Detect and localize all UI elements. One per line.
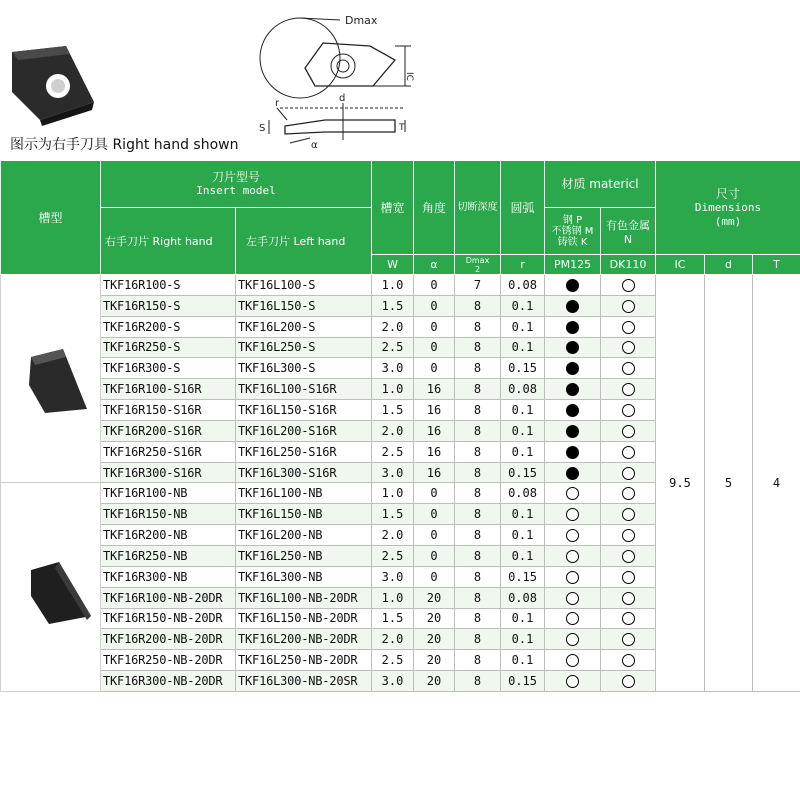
empty-circle-icon [566,633,579,646]
right-hand-model: TKF16R250-NB [101,545,236,566]
empty-circle-icon [566,487,579,500]
angle-value: 0 [414,483,455,504]
sym-ic: IC [656,255,705,275]
pm125-availability [545,587,601,608]
left-hand-model: TKF16L250-S16R [236,441,372,462]
cut-depth-value: 8 [455,608,501,629]
arc-value: 0.15 [501,462,545,483]
cut-depth-value: 8 [455,358,501,379]
groove-width-value: 2.0 [372,629,414,650]
empty-circle-icon [622,633,635,646]
empty-circle-icon [622,612,635,625]
pm125-availability [545,420,601,441]
cut-depth-value: 8 [455,629,501,650]
right-hand-model: TKF16R200-NB-20DR [101,629,236,650]
empty-circle-icon [566,612,579,625]
angle-value: 0 [414,566,455,587]
cut-depth-value: 8 [455,587,501,608]
groove-width-value: 1.5 [372,504,414,525]
arc-value: 0.1 [501,545,545,566]
left-hand-model: TKF16L100-S [236,275,372,296]
cut-depth-value: 8 [455,379,501,400]
dk110-availability [601,587,656,608]
arc-value: 0.1 [501,420,545,441]
right-hand-model: TKF16R100-S [101,275,236,296]
dk110-availability [601,275,656,296]
right-hand-model: TKF16R250-S [101,337,236,358]
angle-value: 0 [414,275,455,296]
angle-value: 20 [414,629,455,650]
empty-circle-icon [622,279,635,292]
groove-width-value: 1.0 [372,379,414,400]
dk110-availability [601,420,656,441]
left-hand-model: TKF16L250-S [236,337,372,358]
groove-width-value: 3.0 [372,566,414,587]
dk110-availability [601,316,656,337]
right-hand-model: TKF16R200-NB [101,525,236,546]
left-hand-model: TKF16L300-NB-20SR [236,671,372,692]
insert-photo-icon [8,40,98,130]
angle-value: 16 [414,462,455,483]
sym-w: W [372,255,414,275]
empty-circle-icon [622,592,635,605]
pm125-availability [545,671,601,692]
filled-circle-icon [566,300,579,313]
groove-width-value: 2.0 [372,525,414,546]
right-hand-model: TKF16R250-S16R [101,441,236,462]
cut-depth-value: 8 [455,504,501,525]
angle-value: 20 [414,671,455,692]
right-hand-model: TKF16R200-S16R [101,420,236,441]
ic-value: 9.5 [656,275,705,692]
d-label: d [339,93,346,104]
groove-width-header: 槽宽 [372,161,414,255]
groove-nb-image [1,483,101,691]
pm125-availability [545,525,601,546]
right-hand-model: TKF16R300-NB-20DR [101,671,236,692]
right-hand-model: TKF16R300-S [101,358,236,379]
empty-circle-icon [566,529,579,542]
arc-value: 0.1 [501,650,545,671]
s-label: S [259,123,266,134]
left-hand-model: TKF16L200-NB-20DR [236,629,372,650]
angle-value: 0 [414,525,455,546]
arc-value: 0.15 [501,671,545,692]
angle-value: 16 [414,420,455,441]
left-hand-model: TKF16L200-S [236,316,372,337]
pm125-availability [545,337,601,358]
empty-circle-icon [622,571,635,584]
groove-type-header: 槽型 [1,161,101,275]
groove-width-value: 2.5 [372,441,414,462]
angle-value: 0 [414,504,455,525]
cut-depth-value: 8 [455,566,501,587]
angle-value: 0 [414,316,455,337]
right-hand-model: TKF16R300-NB [101,566,236,587]
technical-drawing [255,8,415,153]
cut-depth-value: 8 [455,316,501,337]
cut-depth-value: 8 [455,295,501,316]
groove-width-value: 1.0 [372,483,414,504]
filled-circle-icon [566,383,579,396]
empty-circle-icon [622,383,635,396]
pm125-availability [545,275,601,296]
empty-circle-icon [622,529,635,542]
left-hand-model: TKF16L250-NB [236,545,372,566]
arc-value: 0.1 [501,400,545,421]
arc-value: 0.1 [501,504,545,525]
arc-value: 0.1 [501,441,545,462]
arc-value: 0.1 [501,337,545,358]
empty-circle-icon [566,654,579,667]
empty-circle-icon [622,654,635,667]
cut-depth-value: 7 [455,275,501,296]
left-hand-model: TKF16L100-S16R [236,379,372,400]
pm125-availability [545,295,601,316]
empty-circle-icon [566,550,579,563]
angle-value: 16 [414,400,455,421]
cut-depth-value: 8 [455,462,501,483]
pm125-availability [545,379,601,400]
spec-table [0,160,800,692]
arc-value: 0.08 [501,483,545,504]
dk110-availability [601,483,656,504]
left-hand-model: TKF16L300-S16R [236,462,372,483]
pm125-availability [545,504,601,525]
dmax-label: Dmax [345,14,378,27]
pm125-availability [545,483,601,504]
filled-circle-icon [566,425,579,438]
groove-width-value: 1.5 [372,608,414,629]
angle-value: 0 [414,358,455,379]
angle-value: 0 [414,295,455,316]
left-hand-model: TKF16L200-S16R [236,420,372,441]
sym-dmax: Dmax 2 [455,255,501,275]
left-hand-model: TKF16L100-NB-20DR [236,587,372,608]
right-hand-model: TKF16R150-NB [101,504,236,525]
arc-value: 0.1 [501,608,545,629]
arc-value: 0.08 [501,275,545,296]
d-value: 5 [705,275,753,692]
sym-alpha: α [414,255,455,275]
pm125-availability [545,441,601,462]
groove-width-value: 3.0 [372,671,414,692]
cut-depth-value: 8 [455,545,501,566]
dk110-availability [601,566,656,587]
right-hand-model: TKF16R100-S16R [101,379,236,400]
table-row [1,275,800,296]
right-hand-model: TKF16R100-NB-20DR [101,587,236,608]
pm125-availability [545,545,601,566]
arc-value: 0.08 [501,587,545,608]
groove-width-value: 2.5 [372,337,414,358]
dk110-availability [601,441,656,462]
ic-label: IC [404,72,414,81]
empty-circle-icon [622,404,635,417]
sym-t: T [753,255,800,275]
filled-circle-icon [566,467,579,480]
groove-width-value: 2.5 [372,650,414,671]
groove-width-value: 2.0 [372,420,414,441]
groove-width-value: 3.0 [372,358,414,379]
empty-circle-icon [622,321,635,334]
dk110-availability [601,379,656,400]
t-value: 4 [753,275,800,692]
angle-value: 16 [414,379,455,400]
left-hand-model: TKF16L300-S [236,358,372,379]
dk110-availability [601,671,656,692]
empty-circle-icon [566,571,579,584]
empty-circle-icon [566,592,579,605]
dk110-availability [601,650,656,671]
left-hand-model: TKF16L200-NB [236,525,372,546]
cut-depth-value: 8 [455,650,501,671]
cut-depth-value: 8 [455,420,501,441]
alpha-label: α [311,140,318,151]
pm125-availability [545,629,601,650]
right-hand-model: TKF16R150-S16R [101,400,236,421]
pm125-availability [545,608,601,629]
empty-circle-icon [622,508,635,521]
empty-circle-icon [622,300,635,313]
dk110-availability [601,608,656,629]
pm125-availability [545,316,601,337]
arc-value: 0.1 [501,316,545,337]
angle-value: 0 [414,545,455,566]
empty-circle-icon [622,446,635,459]
pm125-availability [545,462,601,483]
right-hand-model: TKF16R150-S [101,295,236,316]
left-hand-model: TKF16L150-S16R [236,400,372,421]
empty-circle-icon [622,425,635,438]
dk110-availability [601,525,656,546]
left-hand-model: TKF16L150-S [236,295,372,316]
r-label: r [275,98,280,109]
dk110-availability [601,295,656,316]
steel-header: 钢 P 不锈钢 M 铸铁 K [545,208,601,255]
cut-depth-value: 8 [455,441,501,462]
right-hand-model: TKF16R300-S16R [101,462,236,483]
angle-value: 20 [414,650,455,671]
cut-depth-value: 8 [455,337,501,358]
sym-d: d [705,255,753,275]
dk110-availability [601,462,656,483]
groove-width-value: 1.5 [372,400,414,421]
left-hand-model: TKF16L150-NB-20DR [236,608,372,629]
dk110-availability [601,504,656,525]
empty-circle-icon [566,675,579,688]
dk110-availability [601,545,656,566]
empty-circle-icon [622,467,635,480]
angle-value: 20 [414,587,455,608]
grade-dk110: DK110 [601,255,656,275]
arc-header: 圆弧 [501,161,545,255]
cut-depth-header: 切断深度 [455,161,501,255]
pm125-availability [545,566,601,587]
arc-value: 0.08 [501,379,545,400]
filled-circle-icon [566,341,579,354]
groove-width-value: 2.5 [372,545,414,566]
groove-width-value: 3.0 [372,462,414,483]
dk110-availability [601,400,656,421]
pm125-availability [545,650,601,671]
dk110-availability [601,629,656,650]
arc-value: 0.1 [501,525,545,546]
arc-value: 0.15 [501,358,545,379]
angle-value: 0 [414,337,455,358]
groove-width-value: 2.0 [372,316,414,337]
left-hand-model: TKF16L100-NB [236,483,372,504]
cut-depth-value: 8 [455,525,501,546]
pm125-availability [545,358,601,379]
empty-circle-icon [622,550,635,563]
insert-model-header: 刀片型号 Insert model [101,161,372,208]
empty-circle-icon [566,508,579,521]
left-hand-model: TKF16L150-NB [236,504,372,525]
arc-value: 0.15 [501,566,545,587]
cut-depth-value: 8 [455,483,501,504]
empty-circle-icon [622,362,635,375]
groove-width-value: 1.0 [372,587,414,608]
filled-circle-icon [566,279,579,292]
filled-circle-icon [566,362,579,375]
angle-value: 16 [414,441,455,462]
cut-depth-value: 8 [455,671,501,692]
dk110-availability [601,358,656,379]
left-hand-model: TKF16L250-NB-20DR [236,650,372,671]
header-area [0,0,800,160]
dk110-availability [601,337,656,358]
left-hand-header: 左手刀片 Left hand [236,208,372,275]
right-hand-header: 右手刀片 Right hand [101,208,236,275]
empty-circle-icon [622,675,635,688]
cut-depth-value: 8 [455,400,501,421]
arc-value: 0.1 [501,629,545,650]
pm125-availability [545,400,601,421]
angle-value: 20 [414,608,455,629]
filled-circle-icon [566,404,579,417]
nonferrous-header: 有色金属 N [601,208,656,255]
left-hand-model: TKF16L300-NB [236,566,372,587]
filled-circle-icon [566,321,579,334]
groove-width-value: 1.5 [372,295,414,316]
right-hand-model: TKF16R150-NB-20DR [101,608,236,629]
spec-table-body [1,275,800,692]
empty-circle-icon [622,341,635,354]
right-hand-model: TKF16R250-NB-20DR [101,650,236,671]
insert-nb-icon [1,486,101,686]
angle-header: 角度 [414,161,455,255]
grade-pm125: PM125 [545,255,601,275]
sym-r: r [501,255,545,275]
groove-s-image [1,275,101,483]
dimensions-header: 尺寸 Dimensions (mm) [656,161,800,255]
groove-width-value: 1.0 [372,275,414,296]
right-hand-model: TKF16R200-S [101,316,236,337]
empty-circle-icon [622,487,635,500]
right-hand-model: TKF16R100-NB [101,483,236,504]
arc-value: 0.1 [501,295,545,316]
caption: 图示为右手刀具 Right hand shown [10,137,239,153]
t-label: T [399,123,405,133]
insert-s-icon [1,277,101,477]
material-header: 材质 matericl [545,161,656,208]
filled-circle-icon [566,446,579,459]
